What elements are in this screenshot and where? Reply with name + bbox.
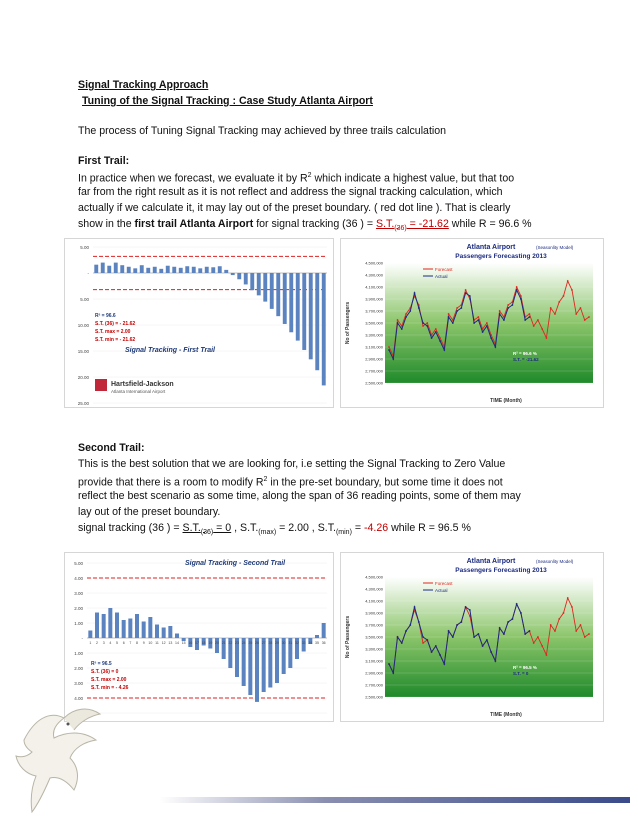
point-actual bbox=[414, 606, 416, 608]
point-forecast bbox=[499, 310, 501, 312]
first-trail-line3: actually if we calculate it, it may lay out of the preset boundary. ( red dot line ). That is clearly bbox=[78, 202, 511, 214]
x-tick-label: 8 bbox=[136, 641, 138, 645]
x-tick-label: 10 bbox=[148, 641, 153, 645]
point-actual bbox=[524, 633, 526, 635]
point-forecast bbox=[397, 319, 399, 321]
chart-subtitle: Passengers Forecasting 2013 bbox=[455, 567, 547, 574]
y-tick-label: 3,500,000 bbox=[365, 320, 383, 326]
point-forecast bbox=[448, 313, 450, 315]
x-tick-label: 28 bbox=[268, 641, 273, 645]
annotation-2: S.T. max = 2.00 bbox=[91, 677, 127, 683]
point-forecast bbox=[456, 307, 458, 309]
bar bbox=[133, 268, 137, 273]
y-tick-label: 5.00 bbox=[80, 245, 89, 250]
point-forecast bbox=[571, 289, 573, 291]
point-forecast bbox=[546, 337, 548, 339]
bar bbox=[128, 619, 132, 639]
x-tick-label: 32 bbox=[295, 641, 299, 645]
y-tick-label: 3,900,000 bbox=[365, 610, 383, 616]
point-forecast bbox=[550, 307, 552, 309]
x-tick-label: 14 bbox=[175, 641, 179, 645]
x-axis-label: TIME (Month) bbox=[490, 398, 522, 404]
legend-label: Actual bbox=[435, 588, 448, 593]
x-tick-label: 36 bbox=[321, 641, 326, 645]
point-actual bbox=[460, 621, 462, 623]
point-actual bbox=[443, 349, 445, 351]
y-tick-label: 3,700,000 bbox=[365, 308, 383, 314]
point-actual bbox=[435, 331, 437, 333]
bar bbox=[159, 269, 163, 273]
y-tick-label: 2,900,000 bbox=[365, 670, 383, 676]
forecast-chart-2-svg bbox=[341, 553, 603, 721]
logo-name: Hartsfield-Jackson bbox=[111, 381, 174, 388]
intro-paragraph: The process of Tuning Signal Tracking may achieved by three trails calculation bbox=[78, 125, 447, 137]
second-trail-title: Second Trail: bbox=[78, 442, 145, 454]
logo-subtitle: Atlanta International Airport bbox=[111, 389, 166, 394]
bar bbox=[95, 613, 99, 639]
x-tick-label: 27 bbox=[261, 641, 266, 645]
y-axis-label: No of Passengers bbox=[345, 615, 351, 659]
bar bbox=[242, 638, 246, 686]
point-actual bbox=[418, 307, 420, 309]
second-trail-line2: provide that there is a room to modify $R^2$ in the pre-set boundary, but some time it does not bbox=[78, 476, 503, 489]
x-tick-label: 4 bbox=[109, 641, 112, 645]
x-tick-label: 33 bbox=[301, 641, 306, 645]
point-actual bbox=[482, 331, 484, 333]
x-tick-label: 15 bbox=[181, 641, 186, 645]
bar bbox=[114, 263, 118, 273]
bar bbox=[175, 634, 179, 639]
y-tick-label: 4,500,000 bbox=[365, 574, 383, 580]
point-actual bbox=[418, 621, 420, 623]
point-actual bbox=[397, 322, 399, 324]
bar bbox=[268, 638, 272, 688]
point-actual bbox=[477, 319, 479, 321]
y-tick-label: 2,900,000 bbox=[365, 356, 383, 362]
chart-title-suffix: (Seasonlity Model) bbox=[536, 559, 574, 564]
point-forecast bbox=[422, 325, 424, 327]
point-forecast bbox=[588, 633, 590, 635]
x-tick-label: 24 bbox=[241, 641, 246, 645]
point-actual bbox=[431, 651, 433, 653]
point-actual bbox=[516, 603, 518, 605]
point-actual bbox=[439, 340, 441, 342]
point-actual bbox=[431, 337, 433, 339]
bar bbox=[168, 626, 172, 638]
point-actual bbox=[486, 325, 488, 327]
chart-title: Signal Tracking - Second Trail bbox=[185, 560, 286, 567]
bar bbox=[257, 273, 261, 295]
second-trail-line1: This is the best solution that we are looking for, i.e setting the Signal Tracking to Zero Value bbox=[78, 458, 506, 470]
x-tick-label: 35 bbox=[315, 641, 319, 645]
bar bbox=[322, 623, 326, 638]
point-forecast bbox=[554, 313, 556, 315]
bar bbox=[262, 638, 266, 692]
bar bbox=[211, 267, 215, 273]
bar bbox=[270, 273, 274, 309]
point-forecast bbox=[571, 606, 573, 608]
x-tick-label: 17 bbox=[195, 641, 199, 645]
bar bbox=[302, 273, 306, 350]
y-tick-label: 1.00 bbox=[74, 651, 83, 656]
point-actual bbox=[494, 660, 496, 662]
point-actual bbox=[409, 310, 411, 312]
bar bbox=[255, 638, 259, 702]
annotation-3: S.T. min = - 4.26 bbox=[91, 685, 129, 691]
point-forecast bbox=[426, 322, 428, 324]
point-forecast bbox=[567, 597, 569, 599]
point-actual bbox=[507, 307, 509, 309]
y-tick-label: - bbox=[87, 271, 89, 276]
point-forecast bbox=[533, 325, 535, 327]
point-actual bbox=[486, 639, 488, 641]
y-tick-label: 20.00 bbox=[77, 375, 89, 380]
point-actual bbox=[405, 630, 407, 632]
bar bbox=[162, 628, 166, 639]
point-actual bbox=[512, 304, 514, 306]
y-tick-label: 4,300,000 bbox=[365, 272, 383, 278]
point-actual bbox=[520, 298, 522, 300]
chart-title: Atlanta Airport bbox=[466, 558, 516, 565]
forecast-chart-1-svg bbox=[341, 239, 603, 407]
bar bbox=[322, 273, 326, 385]
y-tick-label: 4,100,000 bbox=[365, 284, 383, 290]
point-forecast bbox=[563, 612, 565, 614]
point-actual bbox=[482, 645, 484, 647]
x-tick-label: 21 bbox=[221, 641, 226, 645]
point-actual bbox=[473, 636, 475, 638]
second-trail-line4: lay out of the preset boundary. bbox=[78, 506, 221, 518]
y-tick-label: 3,900,000 bbox=[365, 296, 383, 302]
stat-0: R² = 96.5 % bbox=[513, 665, 537, 670]
first-trail-line4: show in the first trail Atlanta Airport for signal tracking (36 ) = $S.T._{(36)} = -21.62$ while R = 96.6 % bbox=[78, 218, 532, 233]
point-forecast bbox=[477, 316, 479, 318]
dove-icon bbox=[4, 700, 114, 820]
bar bbox=[172, 267, 176, 273]
bar bbox=[192, 267, 196, 273]
point-actual bbox=[401, 328, 403, 330]
chart-title: Signal Tracking - First Trail bbox=[125, 347, 215, 354]
x-tick-label: 25 bbox=[248, 641, 253, 645]
point-actual bbox=[392, 672, 394, 674]
x-tick-label: 26 bbox=[255, 641, 259, 645]
point-forecast bbox=[558, 301, 560, 303]
chart-subtitle: Passengers Forecasting 2013 bbox=[455, 253, 547, 260]
bar bbox=[315, 273, 319, 370]
bar bbox=[315, 635, 319, 638]
bar bbox=[248, 638, 252, 695]
y-tick-label: 2,700,000 bbox=[365, 368, 383, 374]
stat-0: R² = 96.6 % bbox=[513, 351, 537, 356]
y-tick-label: 4,300,000 bbox=[365, 586, 383, 592]
y-tick-label: 1.00 bbox=[74, 621, 83, 626]
bar bbox=[205, 267, 209, 273]
bar bbox=[289, 273, 293, 332]
y-tick-label: 2,700,000 bbox=[365, 682, 383, 688]
footer-gradient-bar bbox=[160, 795, 630, 805]
point-actual bbox=[439, 654, 441, 656]
point-forecast bbox=[541, 328, 543, 330]
point-actual bbox=[465, 606, 467, 608]
x-tick-label: 13 bbox=[168, 641, 173, 645]
first-trail-line1: In practice when we forecast, we evaluate it by $R^2$ which indicate a highest value, but that too bbox=[78, 172, 515, 185]
bar bbox=[218, 266, 222, 273]
point-actual bbox=[414, 292, 416, 294]
point-forecast bbox=[422, 642, 424, 644]
annotation-1: S.T. (36) = - 21.62 bbox=[95, 321, 136, 327]
bar bbox=[94, 265, 98, 273]
logo-mark bbox=[95, 379, 107, 391]
bar bbox=[309, 273, 313, 359]
x-tick-label: 19 bbox=[208, 641, 213, 645]
bar bbox=[153, 267, 157, 273]
y-tick-label: 3.00 bbox=[74, 591, 83, 596]
point-actual bbox=[477, 633, 479, 635]
stat-1: S.T. = 0 bbox=[513, 671, 529, 676]
bar bbox=[276, 273, 280, 316]
y-tick-label: 2.00 bbox=[74, 606, 83, 611]
bar bbox=[101, 263, 105, 273]
y-axis-label: No of Passengers bbox=[345, 301, 351, 345]
bar bbox=[88, 631, 92, 639]
y-tick-label: 3,300,000 bbox=[365, 332, 383, 338]
point-actual bbox=[499, 313, 501, 315]
y-tick-label: 5.00 bbox=[80, 297, 89, 302]
signal-tracking-chart-1-svg bbox=[65, 239, 333, 407]
point-actual bbox=[469, 295, 471, 297]
point-actual bbox=[499, 627, 501, 629]
forecast-chart-2 bbox=[340, 552, 604, 722]
point-actual bbox=[435, 645, 437, 647]
point-forecast bbox=[550, 624, 552, 626]
annotation-1: S.T. (36) = 0 bbox=[91, 669, 119, 675]
point-forecast bbox=[537, 636, 539, 638]
point-forecast bbox=[537, 319, 539, 321]
point-forecast bbox=[575, 313, 577, 315]
point-forecast bbox=[405, 313, 407, 315]
y-tick-label: 3,100,000 bbox=[365, 658, 383, 664]
x-tick-label: 11 bbox=[155, 641, 159, 645]
x-tick-label: 5 bbox=[116, 641, 118, 645]
point-forecast bbox=[584, 319, 586, 321]
point-forecast bbox=[554, 630, 556, 632]
legend-label: Forecast bbox=[435, 581, 453, 586]
point-forecast bbox=[486, 322, 488, 324]
point-actual bbox=[460, 307, 462, 309]
y-tick-label: 15.00 bbox=[77, 349, 89, 354]
point-forecast bbox=[541, 645, 543, 647]
point-actual bbox=[452, 636, 454, 638]
point-forecast bbox=[584, 636, 586, 638]
point-actual bbox=[507, 621, 509, 623]
bar bbox=[142, 622, 146, 639]
point-actual bbox=[452, 322, 454, 324]
bar bbox=[166, 266, 170, 273]
y-tick-label: 4,500,000 bbox=[365, 260, 383, 266]
annotation-2: S.T. max = 2.00 bbox=[95, 329, 131, 335]
legend-label: Actual bbox=[435, 274, 448, 279]
bar bbox=[244, 273, 248, 284]
x-tick-label: 6 bbox=[122, 641, 125, 645]
signal-tracking-chart-2-svg bbox=[65, 553, 333, 721]
x-tick-label: 18 bbox=[201, 641, 206, 645]
y-tick-label: 4.00 bbox=[74, 576, 83, 581]
point-actual bbox=[529, 316, 531, 318]
point-actual bbox=[503, 633, 505, 635]
point-actual bbox=[422, 322, 424, 324]
second-trail-line5: signal tracking (36 ) = $S.T._{(36)} = 0$ , $S.T._{(max)} = 2.00$ , $S.T._{(min)} = -4.26$ while R = 96.5 % bbox=[78, 522, 471, 537]
chart-title-suffix: (Seasonlity Model) bbox=[536, 245, 574, 250]
x-tick-label: 20 bbox=[215, 641, 219, 645]
bar bbox=[231, 273, 235, 275]
signal-tracking-chart-1 bbox=[64, 238, 334, 408]
point-forecast bbox=[563, 295, 565, 297]
bar bbox=[107, 266, 111, 273]
bar bbox=[250, 273, 254, 290]
point-actual bbox=[405, 316, 407, 318]
bar bbox=[185, 266, 189, 273]
point-actual bbox=[443, 663, 445, 665]
point-actual bbox=[490, 337, 492, 339]
point-forecast bbox=[546, 654, 548, 656]
point-actual bbox=[469, 609, 471, 611]
y-tick-label: 2,500,000 bbox=[365, 380, 383, 386]
x-tick-label: 16 bbox=[188, 641, 193, 645]
point-actual bbox=[422, 636, 424, 638]
x-tick-label: 29 bbox=[275, 641, 279, 645]
point-forecast bbox=[533, 642, 535, 644]
y-tick-label: 3,700,000 bbox=[365, 622, 383, 628]
x-axis-label: TIME (Month) bbox=[490, 712, 522, 718]
y-tick-label: 3,500,000 bbox=[365, 634, 383, 640]
bar bbox=[140, 265, 144, 273]
subheading: Tuning of the Signal Tracking : Case Study Atlanta Airport bbox=[82, 95, 373, 107]
point-forecast bbox=[567, 280, 569, 282]
legend-label: Forecast bbox=[435, 267, 453, 272]
bar bbox=[122, 620, 126, 638]
annotation-3: S.T. min = - 21.62 bbox=[95, 337, 136, 343]
point-forecast bbox=[516, 286, 518, 288]
point-actual bbox=[512, 618, 514, 620]
point-actual bbox=[448, 316, 450, 318]
bar bbox=[179, 268, 183, 273]
y-tick-label: 25.00 bbox=[77, 401, 89, 406]
first-trail-title: First Trail: bbox=[78, 155, 130, 167]
first-trail-line2: far from the right result as it is not reflect and address the signal tracking calculation, which bbox=[78, 186, 503, 198]
bar bbox=[148, 617, 152, 638]
bar bbox=[224, 270, 228, 273]
bar bbox=[115, 613, 119, 639]
point-forecast bbox=[588, 316, 590, 318]
bar bbox=[296, 273, 300, 341]
point-actual bbox=[409, 624, 411, 626]
y-tick-label: 2,500,000 bbox=[365, 694, 383, 700]
point-actual bbox=[465, 292, 467, 294]
annotation-0: R² = 96.6 bbox=[95, 313, 116, 319]
y-tick-label: 10.00 bbox=[77, 323, 89, 328]
point-actual bbox=[456, 310, 458, 312]
x-tick-label: 30 bbox=[281, 641, 286, 645]
point-actual bbox=[520, 612, 522, 614]
point-actual bbox=[392, 358, 394, 360]
forecast-chart-1 bbox=[340, 238, 604, 408]
point-actual bbox=[388, 663, 390, 665]
point-actual bbox=[516, 289, 518, 291]
point-actual bbox=[529, 630, 531, 632]
bar bbox=[108, 608, 112, 638]
y-tick-label: 3.00 bbox=[74, 681, 83, 686]
point-actual bbox=[388, 349, 390, 351]
y-tick-label: 4.00 bbox=[74, 696, 83, 701]
point-forecast bbox=[435, 328, 437, 330]
y-tick-label: 4,100,000 bbox=[365, 598, 383, 604]
point-actual bbox=[448, 630, 450, 632]
point-actual bbox=[401, 642, 403, 644]
point-actual bbox=[494, 346, 496, 348]
point-actual bbox=[426, 639, 428, 641]
bar bbox=[263, 273, 267, 302]
point-forecast bbox=[388, 346, 390, 348]
point-actual bbox=[503, 319, 505, 321]
point-actual bbox=[524, 319, 526, 321]
bar bbox=[135, 614, 139, 638]
chart-title: Atlanta Airport bbox=[466, 244, 516, 251]
x-tick-label: 2 bbox=[96, 641, 98, 645]
annotation-0: R² = 96.5 bbox=[91, 661, 112, 667]
bar bbox=[283, 273, 287, 324]
point-forecast bbox=[465, 289, 467, 291]
bar bbox=[127, 267, 131, 273]
x-tick-label: 23 bbox=[235, 641, 239, 645]
y-tick-label: - bbox=[81, 636, 83, 641]
point-forecast bbox=[580, 624, 582, 626]
y-tick-label: 2.00 bbox=[74, 666, 83, 671]
point-actual bbox=[490, 651, 492, 653]
bar bbox=[237, 273, 241, 279]
bar bbox=[155, 625, 159, 639]
bar bbox=[198, 268, 202, 273]
point-actual bbox=[397, 636, 399, 638]
heading: Signal Tracking Approach bbox=[78, 79, 209, 91]
point-forecast bbox=[580, 307, 582, 309]
second-trail-line3: reflect the best scenario as some time, along the span of 36 reading points, some of them may bbox=[78, 490, 521, 502]
point-actual bbox=[456, 624, 458, 626]
y-tick-label: 3,300,000 bbox=[365, 646, 383, 652]
x-tick-label: 7 bbox=[129, 641, 132, 645]
bar bbox=[102, 614, 106, 638]
x-tick-label: 34 bbox=[308, 641, 313, 645]
point-forecast bbox=[529, 313, 531, 315]
bar bbox=[146, 268, 150, 273]
x-tick-label: 3 bbox=[102, 641, 105, 645]
x-tick-label: 12 bbox=[161, 641, 166, 645]
signal-tracking-chart-2 bbox=[64, 552, 334, 722]
stat-1: S.T. = -21.62 bbox=[513, 357, 539, 362]
y-tick-label: 5.00 bbox=[74, 561, 83, 566]
y-tick-label: 3,100,000 bbox=[365, 344, 383, 350]
x-tick-label: 1 bbox=[89, 641, 92, 645]
point-actual bbox=[473, 322, 475, 324]
point-forecast bbox=[507, 304, 509, 306]
point-actual bbox=[426, 325, 428, 327]
x-tick-label: 31 bbox=[288, 641, 293, 645]
point-forecast bbox=[558, 618, 560, 620]
bar bbox=[120, 265, 124, 273]
x-tick-label: 22 bbox=[228, 641, 233, 645]
x-tick-label: 9 bbox=[142, 641, 145, 645]
point-forecast bbox=[575, 630, 577, 632]
